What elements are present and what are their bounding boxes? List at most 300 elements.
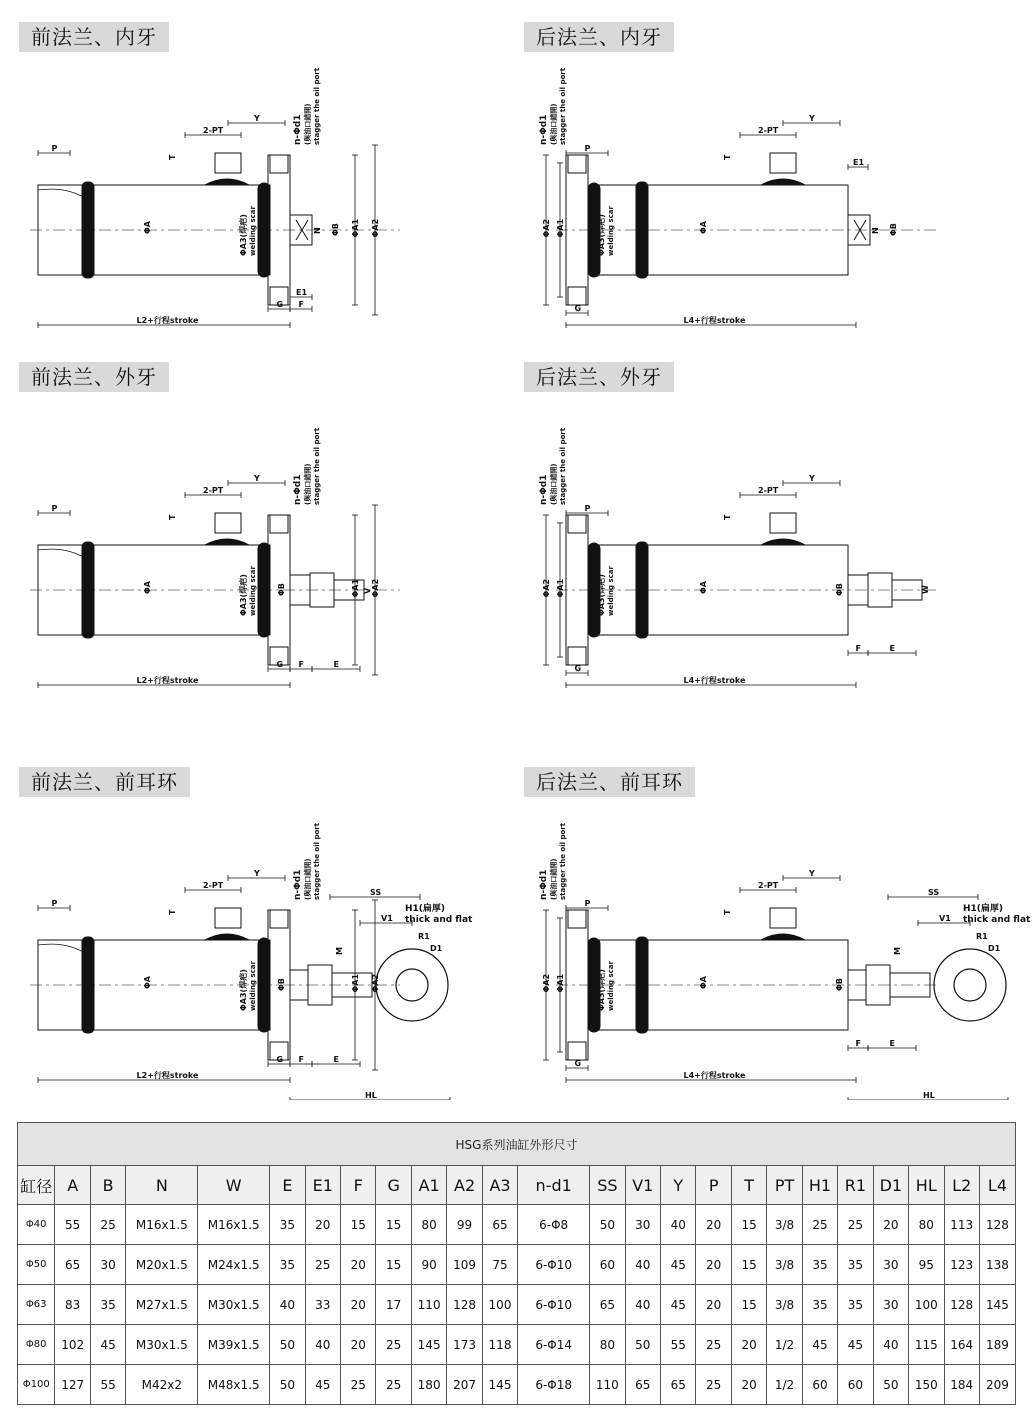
table-cell: 127 — [55, 1365, 90, 1405]
table-cell: 113 — [944, 1205, 979, 1245]
table-cell: 20 — [731, 1325, 766, 1365]
dim-ss-label: SS — [928, 888, 940, 897]
table-cell: 150 — [909, 1365, 944, 1405]
dim-p-label: P — [584, 504, 591, 513]
table-cell: 95 — [909, 1245, 944, 1285]
dim-p-label: P — [584, 899, 591, 908]
table-cell: M16x1.5 — [126, 1205, 198, 1245]
dim-pt-label: 2-PT — [203, 486, 224, 495]
drawing-rear-internal — [516, 0, 1033, 355]
dim-hl-label: HL — [365, 1091, 377, 1100]
flange-hole — [568, 910, 586, 928]
column-header: SS — [590, 1166, 625, 1205]
table-cell: 25 — [376, 1325, 411, 1365]
section-title: 后法兰、外牙 — [524, 362, 674, 392]
label-t: T — [723, 154, 732, 160]
label-weld: ΦA3(焊疤) — [597, 214, 606, 256]
table-cell: 45 — [802, 1325, 837, 1365]
table-cell: 20 — [305, 1205, 340, 1245]
table-cell: M27x1.5 — [126, 1285, 198, 1325]
cylinder-drawing — [516, 355, 1033, 755]
label-h1: H1(扁厚) — [963, 904, 1004, 914]
dim-p-label: P — [51, 144, 58, 153]
dim-g-label: G — [276, 1055, 284, 1064]
table-cell: 20 — [341, 1245, 376, 1285]
label-t: T — [168, 909, 177, 915]
table-cell: 80 — [590, 1325, 625, 1365]
dim-stroke-label: L2+行程stroke — [136, 676, 199, 685]
flange-hole — [270, 155, 288, 173]
table-cell: 75 — [482, 1245, 517, 1285]
label-weld-en: welding scar — [249, 206, 257, 256]
label-port-cn: (與油口錯開) — [304, 463, 312, 505]
table-cell: 6-Φ8 — [518, 1205, 590, 1245]
label-port: n-Φd1 — [539, 474, 549, 505]
oil-port-weld — [761, 179, 805, 185]
label-port-cn: (與油口錯開) — [304, 858, 312, 900]
oil-port — [770, 908, 796, 928]
dim-a1-label: ΦA1 — [351, 578, 360, 598]
break-mark — [38, 189, 88, 200]
table-cell: 128 — [944, 1285, 979, 1325]
dim-a1-label: ΦA1 — [556, 218, 565, 238]
label-t: T — [168, 154, 177, 160]
table-cell: 50 — [270, 1325, 305, 1365]
dim-a1-label: ΦA1 — [351, 218, 360, 238]
label-weld-en: welding scar — [249, 961, 257, 1011]
flange-hole — [270, 910, 288, 928]
label-d1: D1 — [430, 944, 443, 953]
table-cell: 65 — [482, 1205, 517, 1245]
dim-p-label: P — [51, 899, 58, 908]
dim-g-label: G — [276, 660, 284, 669]
label-port-cn: (與油口錯開) — [304, 103, 312, 145]
label-dia-b: ΦB — [277, 978, 286, 991]
dim-g-label: G — [574, 304, 582, 313]
table-cell: Φ40 — [18, 1205, 55, 1245]
label-port-en: stagger the oil port — [559, 427, 567, 505]
label-h1-en: thick and flat — [405, 915, 473, 925]
table-cell: 30 — [873, 1285, 908, 1325]
dim-a2-label: ΦA2 — [542, 578, 551, 598]
table-header-row — [18, 1166, 1016, 1205]
oil-port-weld — [205, 179, 249, 185]
dim-pt-label: 2-PT — [203, 126, 224, 135]
dim-f-label: F — [855, 1039, 861, 1048]
dim-pt-label: 2-PT — [758, 486, 779, 495]
dim-p-label: P — [584, 144, 591, 153]
oil-port-weld — [205, 934, 249, 940]
table-cell: M24x1.5 — [198, 1245, 270, 1285]
label-dia-a: ΦA — [699, 976, 708, 989]
table-cell: 45 — [661, 1285, 696, 1325]
table-cell: 128 — [447, 1285, 482, 1325]
column-header: L4 — [979, 1166, 1015, 1205]
table-cell: 138 — [979, 1245, 1015, 1285]
table-cell: 118 — [482, 1325, 517, 1365]
table-row — [18, 1365, 1016, 1405]
table-cell: 15 — [731, 1245, 766, 1285]
table-cell: M39x1.5 — [198, 1325, 270, 1365]
table-caption: HSG系列油缸外形尺寸 — [18, 1123, 1016, 1166]
label-h1-en: thick and flat — [963, 915, 1031, 925]
table-cell: 6-Φ10 — [518, 1245, 590, 1285]
flange-hole — [568, 515, 586, 533]
label-port-en: stagger the oil port — [313, 822, 321, 900]
label-port: n-Φd1 — [293, 474, 303, 505]
table-cell: Φ100 — [18, 1365, 55, 1405]
table-cell: 45 — [838, 1325, 873, 1365]
dim-y-label: Y — [809, 474, 815, 483]
table-cell: 90 — [411, 1245, 446, 1285]
table-cell: 35 — [270, 1245, 305, 1285]
table-cell: 25 — [696, 1325, 731, 1365]
table-cell: 55 — [90, 1365, 125, 1405]
label-weld: ΦA3(焊疤) — [597, 969, 606, 1011]
label-r1: R1 — [976, 932, 988, 941]
column-header: F — [341, 1166, 376, 1205]
dim-e-label: E — [333, 660, 339, 669]
section-title: 前法兰、前耳环 — [19, 767, 190, 797]
table-cell: 40 — [270, 1285, 305, 1325]
label-thread: W — [921, 585, 930, 594]
table-row — [18, 1325, 1016, 1365]
dim-stroke-label: L4+行程stroke — [683, 316, 746, 325]
table-cell: 25 — [696, 1365, 731, 1405]
table-cell: 80 — [909, 1205, 944, 1245]
table-cell: 60 — [838, 1365, 873, 1405]
table-cell: 50 — [590, 1205, 625, 1245]
dim-a2-label: ΦA2 — [371, 218, 380, 238]
label-port-cn: (與油口錯開) — [550, 463, 558, 505]
label-t: T — [723, 514, 732, 520]
table-cell: 25 — [838, 1205, 873, 1245]
dim-g-label: G — [276, 300, 284, 309]
flange-hole — [270, 515, 288, 533]
table-cell: 100 — [909, 1285, 944, 1325]
table-cell: 189 — [979, 1325, 1015, 1365]
table-cell: M30x1.5 — [126, 1325, 198, 1365]
table-cell: 128 — [979, 1205, 1015, 1245]
dim-y-label: Y — [809, 869, 815, 878]
table-cell: 35 — [90, 1285, 125, 1325]
drawing-front-eye — [0, 755, 516, 1100]
dim-a2-label: ΦA2 — [371, 973, 380, 993]
column-header: n-d1 — [518, 1166, 590, 1205]
cylinder-drawing — [0, 0, 516, 355]
flange-hole — [568, 155, 586, 173]
table-cell: 30 — [625, 1205, 660, 1245]
dim-a2-label: ΦA2 — [371, 578, 380, 598]
dim-y-label: Y — [254, 474, 260, 483]
drawing-rear-external — [516, 355, 1033, 755]
label-dia-b: ΦB — [277, 583, 286, 596]
label-port-en: stagger the oil port — [559, 822, 567, 900]
label-weld: ΦA3(焊疤) — [597, 574, 606, 616]
column-header: P — [696, 1166, 731, 1205]
label-m: M — [335, 947, 344, 955]
dim-v1-label: V1 — [939, 914, 951, 923]
table-cell: 30 — [873, 1245, 908, 1285]
table-cell: 25 — [305, 1245, 340, 1285]
label-port-cn: (與油口錯開) — [550, 103, 558, 145]
table-cell: 35 — [270, 1205, 305, 1245]
label-n: N — [313, 227, 322, 234]
table-cell: 65 — [55, 1245, 90, 1285]
table-cell: 20 — [696, 1205, 731, 1245]
column-header: A2 — [447, 1166, 482, 1205]
table-cell: 6-Φ14 — [518, 1325, 590, 1365]
table-cell: 109 — [447, 1245, 482, 1285]
table-row — [18, 1285, 1016, 1325]
table-cell: 35 — [838, 1245, 873, 1285]
table-cell: M42x2 — [126, 1365, 198, 1405]
column-header: A3 — [482, 1166, 517, 1205]
table-cell: 60 — [802, 1365, 837, 1405]
table-cell: 145 — [979, 1285, 1015, 1325]
table-cell: 45 — [661, 1245, 696, 1285]
label-weld-en: welding scar — [249, 566, 257, 616]
rod-eye — [934, 949, 1006, 1021]
label-port: n-Φd1 — [539, 869, 549, 900]
table-cell: Φ63 — [18, 1285, 55, 1325]
flange-hole — [568, 1042, 586, 1060]
table-cell: 40 — [625, 1245, 660, 1285]
label-thread: V — [363, 587, 372, 594]
dim-e-label: E — [889, 1039, 895, 1048]
label-port: n-Φd1 — [293, 114, 303, 145]
label-dia-a: ΦA — [143, 581, 152, 594]
label-weld: ΦA3(焊疤) — [239, 214, 248, 256]
label-dia-a: ΦA — [143, 976, 152, 989]
section-title: 前法兰、外牙 — [19, 362, 169, 392]
dim-a1-label: ΦA1 — [556, 578, 565, 598]
table-cell: 35 — [838, 1285, 873, 1325]
dim-g-label: G — [574, 664, 582, 673]
label-r1: R1 — [418, 932, 430, 941]
table-cell: 100 — [482, 1285, 517, 1325]
dim-stroke-label: L2+行程stroke — [136, 1071, 199, 1080]
dim-y-label: Y — [809, 114, 815, 123]
table-cell: 65 — [590, 1285, 625, 1325]
oil-port — [215, 513, 241, 533]
dim-e1-label: E1 — [853, 158, 865, 167]
label-port-en: stagger the oil port — [313, 427, 321, 505]
label-m: M — [893, 947, 902, 955]
oil-port — [215, 908, 241, 928]
table-cell: 55 — [661, 1325, 696, 1365]
table-cell: M20x1.5 — [126, 1245, 198, 1285]
table-cell: 40 — [661, 1205, 696, 1245]
dim-stroke-label: L4+行程stroke — [683, 1071, 746, 1080]
dim-f-label: F — [298, 660, 304, 669]
dim-ss-label: SS — [370, 888, 382, 897]
table-cell: 45 — [90, 1325, 125, 1365]
table-cell: 25 — [90, 1205, 125, 1245]
table-cell: 40 — [625, 1285, 660, 1325]
table-cell: 6-Φ18 — [518, 1365, 590, 1405]
table-cell: 15 — [731, 1205, 766, 1245]
dim-y-label: Y — [254, 869, 260, 878]
label-dia-b: ΦB — [331, 223, 340, 236]
table-cell: 20 — [696, 1245, 731, 1285]
oil-port-weld — [205, 539, 249, 545]
table-cell: M16x1.5 — [198, 1205, 270, 1245]
drawing-front-external — [0, 355, 516, 755]
cylinder-drawing — [0, 755, 516, 1100]
table-cell: 15 — [376, 1245, 411, 1285]
table-cell: Φ80 — [18, 1325, 55, 1365]
label-port-en: stagger the oil port — [313, 67, 321, 145]
label-dia-b: ΦB — [835, 583, 844, 596]
cylinder-drawing — [516, 0, 1033, 355]
table-cell: 55 — [55, 1205, 90, 1245]
drawing-front-internal — [0, 0, 516, 355]
label-dia-a: ΦA — [143, 221, 152, 234]
dimension-table — [17, 1122, 1016, 1405]
label-weld-en: welding scar — [607, 961, 615, 1011]
column-header: V1 — [625, 1166, 660, 1205]
table-cell: 25 — [376, 1365, 411, 1405]
table-cell: 20 — [696, 1285, 731, 1325]
table-cell: 209 — [979, 1365, 1015, 1405]
table-cell: 173 — [447, 1325, 482, 1365]
flange-hole — [568, 287, 586, 305]
table-cell: 145 — [411, 1325, 446, 1365]
table-cell: M48x1.5 — [198, 1365, 270, 1405]
dim-a1-label: ΦA1 — [556, 973, 565, 993]
column-header: E1 — [305, 1166, 340, 1205]
label-weld-en: welding scar — [607, 206, 615, 256]
dim-pt-label: 2-PT — [203, 881, 224, 890]
label-port-en: stagger the oil port — [559, 67, 567, 145]
table-cell: 102 — [55, 1325, 90, 1365]
label-weld-en: welding scar — [607, 566, 615, 616]
label-dia-b: ΦB — [889, 223, 898, 236]
dim-f-label: F — [855, 644, 861, 653]
oil-port — [215, 153, 241, 173]
section-title: 后法兰、前耳环 — [524, 767, 695, 797]
table-cell: 60 — [590, 1245, 625, 1285]
dim-a2-label: ΦA2 — [542, 218, 551, 238]
break-mark — [38, 944, 88, 955]
break-mark — [38, 549, 88, 560]
table-cell: 50 — [625, 1325, 660, 1365]
label-weld: ΦA3(焊疤) — [239, 574, 248, 616]
table-cell: 80 — [411, 1205, 446, 1245]
drawing-rear-eye — [516, 755, 1033, 1100]
table-cell: 3/8 — [767, 1285, 802, 1325]
cylinder-drawing — [516, 755, 1033, 1100]
dim-p-label: P — [51, 504, 58, 513]
label-dia-a: ΦA — [699, 581, 708, 594]
dim-stroke-label: L2+行程stroke — [136, 316, 199, 325]
dim-y-label: Y — [254, 114, 260, 123]
table-cell: 50 — [873, 1365, 908, 1405]
dim-e-label: E — [333, 1055, 339, 1064]
label-port: n-Φd1 — [293, 869, 303, 900]
table-cell: 25 — [341, 1365, 376, 1405]
oil-port-weld — [761, 539, 805, 545]
dim-stroke-label: L4+行程stroke — [683, 676, 746, 685]
table-cell: 35 — [802, 1245, 837, 1285]
dim-pt-label: 2-PT — [758, 126, 779, 135]
table-cell: 207 — [447, 1365, 482, 1405]
table-cell: 164 — [944, 1325, 979, 1365]
table-cell: 20 — [341, 1325, 376, 1365]
table-cell: 145 — [482, 1365, 517, 1405]
column-header: G — [376, 1166, 411, 1205]
table-cell: 180 — [411, 1365, 446, 1405]
column-header: A1 — [411, 1166, 446, 1205]
table-cell: 99 — [447, 1205, 482, 1245]
dim-g-label: G — [574, 1059, 582, 1068]
dim-f-label: F — [298, 1055, 304, 1064]
dim-pt-label: 2-PT — [758, 881, 779, 890]
label-weld: ΦA3(焊疤) — [239, 969, 248, 1011]
table-cell: Φ50 — [18, 1245, 55, 1285]
label-t: T — [723, 909, 732, 915]
dim-hl-label: HL — [923, 1091, 935, 1100]
column-header: L2 — [944, 1166, 979, 1205]
flange-hole — [568, 647, 586, 665]
label-port-cn: (與油口錯開) — [550, 858, 558, 900]
column-header: D1 — [873, 1166, 908, 1205]
table-cell: 6-Φ10 — [518, 1285, 590, 1325]
table-cell: 123 — [944, 1245, 979, 1285]
column-header: W — [198, 1166, 270, 1205]
table-cell: 40 — [305, 1325, 340, 1365]
table-cell: 110 — [411, 1285, 446, 1325]
table-cell: 15 — [341, 1205, 376, 1245]
column-header: A — [55, 1166, 90, 1205]
dim-f-label: F — [298, 300, 304, 309]
table-cell: 3/8 — [767, 1245, 802, 1285]
label-h1: H1(扁厚) — [405, 904, 446, 914]
table-cell: 3/8 — [767, 1205, 802, 1245]
table-row — [18, 1205, 1016, 1245]
label-d1: D1 — [988, 944, 1001, 953]
label-n: N — [871, 227, 880, 234]
table-cell: 184 — [944, 1365, 979, 1405]
column-header: H1 — [802, 1166, 837, 1205]
label-t: T — [168, 514, 177, 520]
table-cell: 20 — [731, 1365, 766, 1405]
section-title: 后法兰、内牙 — [524, 22, 674, 52]
dim-e-label: E — [889, 644, 895, 653]
table-cell: 1/2 — [767, 1325, 802, 1365]
column-header: Y — [661, 1166, 696, 1205]
table-cell: 15 — [731, 1285, 766, 1325]
oil-port — [770, 513, 796, 533]
table-cell: 30 — [90, 1245, 125, 1285]
column-header: N — [126, 1166, 198, 1205]
eye-bore — [396, 969, 428, 1001]
label-dia-a: ΦA — [699, 221, 708, 234]
column-header: PT — [767, 1166, 802, 1205]
label-port: n-Φd1 — [539, 114, 549, 145]
oil-port — [770, 153, 796, 173]
table-cell: M30x1.5 — [198, 1285, 270, 1325]
label-dia-b: ΦB — [835, 978, 844, 991]
eye-bore — [954, 969, 986, 1001]
column-header: E — [270, 1166, 305, 1205]
column-header: R1 — [838, 1166, 873, 1205]
table-cell: 83 — [55, 1285, 90, 1325]
section-title: 前法兰、内牙 — [19, 22, 169, 52]
table-cell: 35 — [802, 1285, 837, 1325]
dim-v1-label: V1 — [381, 914, 393, 923]
